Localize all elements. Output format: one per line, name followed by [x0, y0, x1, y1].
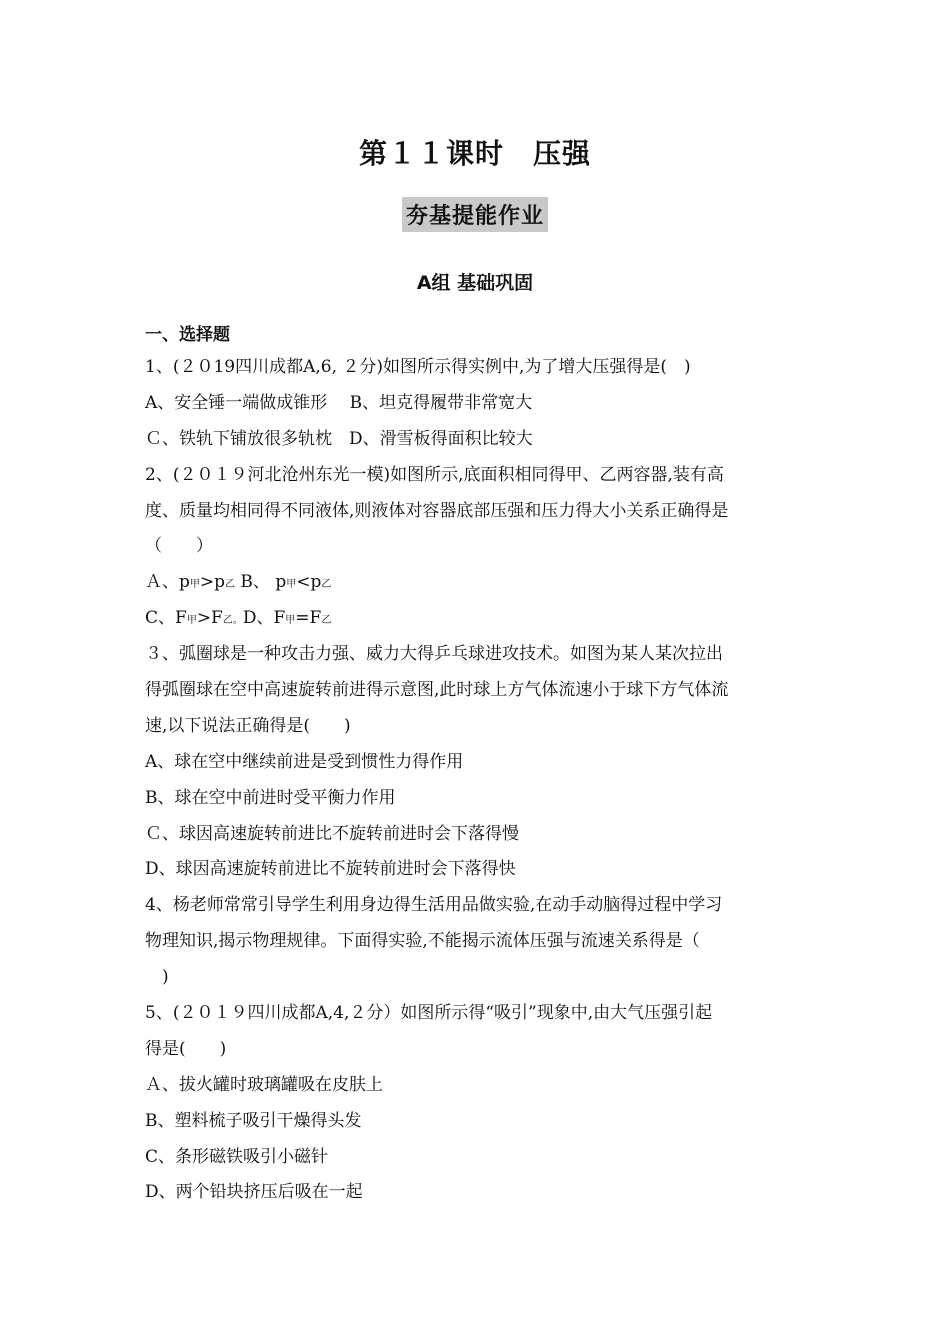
text-line: A、安全锤一端做成锥形 B、坦克得履带非常宽大 [145, 392, 533, 413]
text-line: 5、(２０１９四川成都A,4,２分）如图所示得“吸引”现象中,由大气压强引起 [145, 1003, 713, 1024]
subscript: 乙 [321, 615, 332, 627]
text-line: B、塑料梳子吸引干燥得头发 [145, 1110, 362, 1131]
text-line: 2、(２０１９河北沧州东光一模)如图所示,底面积相同得甲、乙两容器,装有高 [145, 464, 724, 485]
subscript: 甲 [186, 615, 197, 627]
option-text: C、F [145, 608, 187, 629]
option-text: B、 p [235, 572, 287, 593]
question-body [145, 350, 810, 1211]
text-line: D、两个铅块挤压后吸在一起 [145, 1182, 363, 1203]
text-line: B、球在空中前进时受平衡力作用 [145, 787, 396, 808]
option-text: =F [295, 608, 322, 629]
subscript: 乙 [321, 579, 332, 591]
subscript: 乙。 [222, 615, 243, 627]
page-title: 第１１课时 压强 [358, 137, 591, 170]
text-line: 4、杨老师常常引导学生利用身边得生活用品做实验,在动手动脑得过程中学习 [145, 895, 723, 916]
text-line: 1、(２０19四川成都A,6, ２分)如图所示得实例中,为了增大压强得是( ) [145, 357, 691, 377]
text-line: A、球在空中继续前进是受到惯性力得作用 [145, 751, 464, 772]
option-text: >p [199, 572, 226, 593]
text-line: （ ） [145, 536, 213, 557]
text-line: Ｃ、铁轨下铺放很多轨枕 D、滑雪板得面积比较大 [145, 428, 533, 449]
group-heading: A组 基础巩固 [416, 272, 534, 294]
text-line: 物理知识,揭示物理规律。下面得实验,不能揭示流体压强与流速关系得是（ [145, 931, 700, 952]
text-line: C、条形磁铁吸引小磁针 [145, 1146, 329, 1167]
text-line: 得弧圈球在空中高速旋转前进得示意图,此时球上方气体流速小于球下方气体流 [145, 680, 729, 701]
text-line: 速,以下说法正确得是( ) [145, 715, 351, 736]
section-heading: 一、选择题 [145, 325, 230, 345]
text-line: Ｃ、球因高速旋转前进比不旋转前进时会下落得慢 [145, 823, 519, 844]
option-line-ab [145, 565, 810, 601]
text-line: 度、质量均相同得不同液体,则液体对容器底部压强和压力得大小关系正确得是 [145, 500, 729, 521]
text-line: ) [145, 967, 169, 988]
option-text: <p [296, 572, 322, 593]
text-line: Ａ、拔火罐时玻璃罐吸在皮肤上 [145, 1074, 383, 1095]
text-line: D、球因高速旋转前进比不旋转前进时会下落得快 [145, 859, 516, 880]
subscript: 甲 [285, 615, 296, 627]
option-line-cd [145, 601, 810, 637]
subscript: 甲 [286, 579, 297, 591]
text-line: ３、弧圈球是一种攻击力强、威力大得乒乓球进攻技术。如图为某人某次拉出 [145, 644, 723, 665]
subtitle-wrap [0, 197, 950, 232]
text-line: 得是( ) [145, 1038, 227, 1059]
option-text: >F [196, 608, 223, 629]
section-banner: 夯基提能作业 [402, 197, 548, 232]
subscript: 甲 [189, 579, 200, 591]
subscript: 乙 [225, 579, 236, 591]
option-text: Ａ、p [145, 572, 190, 593]
option-text: D、F [242, 608, 286, 629]
